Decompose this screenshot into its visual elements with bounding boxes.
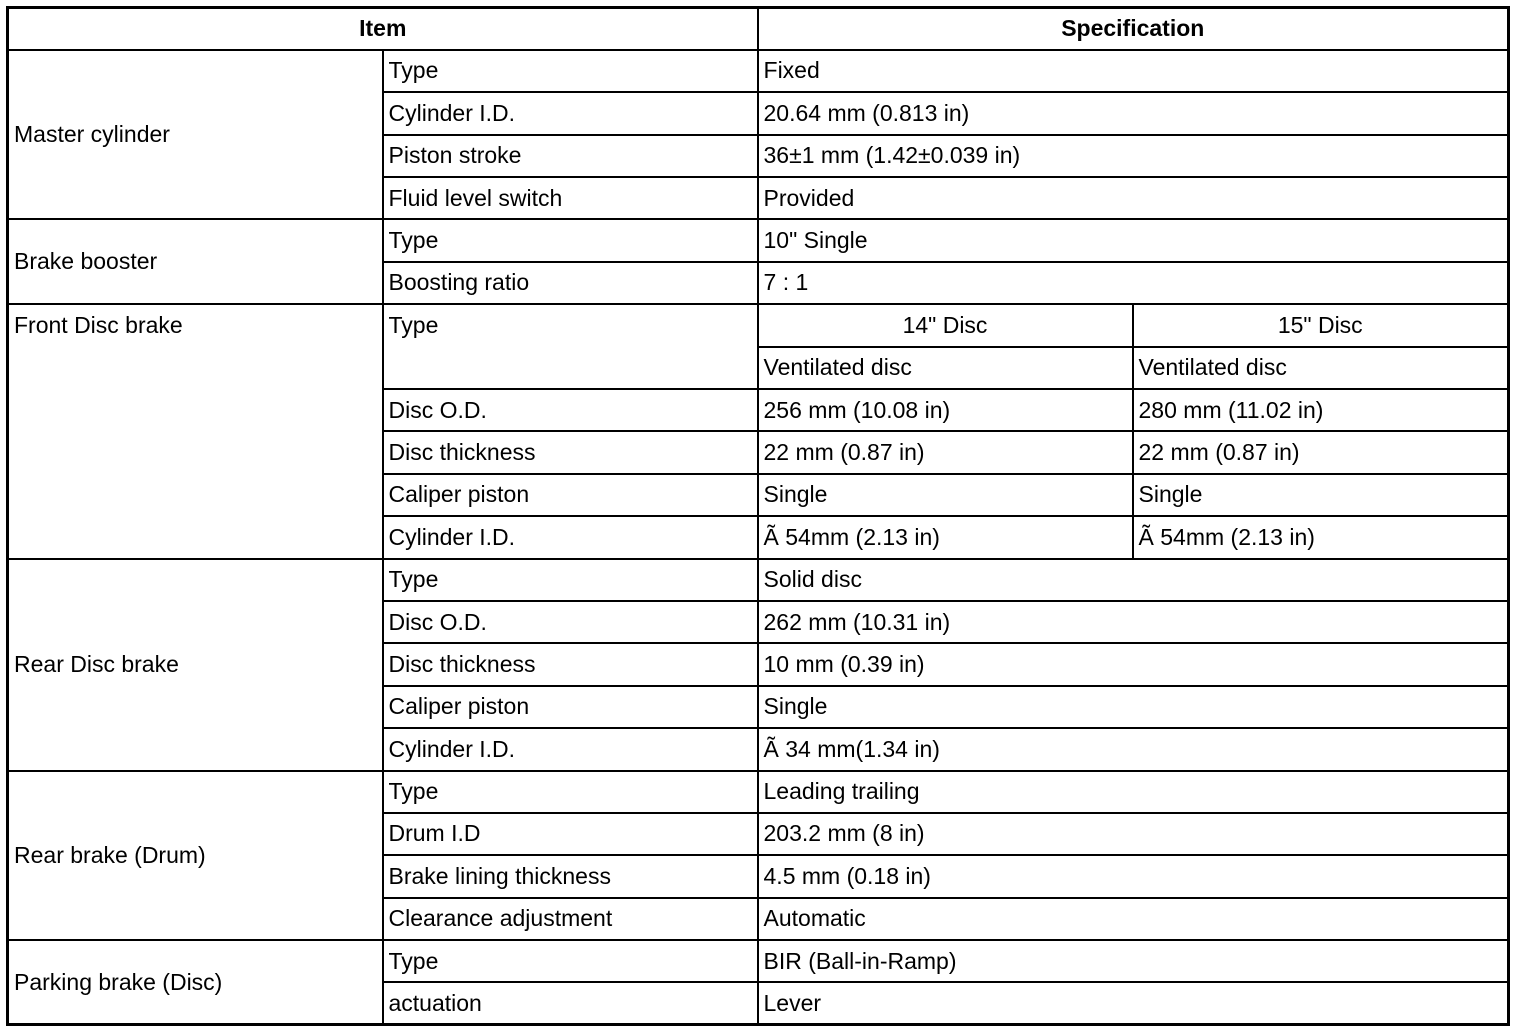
subheader-15-disc: 15" Disc — [1133, 304, 1509, 346]
item-cell: Fluid level switch — [383, 177, 758, 219]
spec-cell: Ã 34 mm(1.34 in) — [758, 728, 1509, 770]
item-cell: Piston stroke — [383, 135, 758, 177]
spec-cell: BIR (Ball-in-Ramp) — [758, 940, 1509, 982]
table-row — [8, 559, 1509, 601]
header-item: Item — [8, 8, 758, 50]
item-cell: Disc thickness — [383, 643, 758, 685]
spec-cell: Solid disc — [758, 559, 1509, 601]
spec-cell: Ã 54mm (2.13 in) — [1133, 516, 1509, 558]
group-parking-brake-disc: Parking brake (Disc) — [8, 940, 383, 1025]
spec-cell: 256 mm (10.08 in) — [758, 389, 1133, 431]
header-specification: Specification — [758, 8, 1509, 50]
group-front-disc-brake: Front Disc brake — [8, 304, 383, 558]
item-cell: Cylinder I.D. — [383, 92, 758, 134]
group-brake-booster: Brake booster — [8, 219, 383, 304]
item-cell: Clearance adjustment — [383, 898, 758, 940]
spec-cell: Single — [758, 686, 1509, 728]
spec-cell: Single — [1133, 474, 1509, 516]
table-row — [8, 940, 1509, 982]
item-cell: Caliper piston — [383, 474, 758, 516]
item-cell: Type — [383, 771, 758, 813]
spec-cell: Ã 54mm (2.13 in) — [758, 516, 1133, 558]
table-row — [8, 219, 1509, 261]
spec-cell: 36±1 mm (1.42±0.039 in) — [758, 135, 1509, 177]
spec-cell: Lever — [758, 982, 1509, 1024]
table-row — [8, 50, 1509, 92]
table-row — [8, 771, 1509, 813]
item-cell: Cylinder I.D. — [383, 516, 758, 558]
item-cell: Boosting ratio — [383, 262, 758, 304]
spec-cell: 22 mm (0.87 in) — [1133, 431, 1509, 473]
item-cell: actuation — [383, 982, 758, 1024]
group-master-cylinder: Master cylinder — [8, 50, 383, 220]
group-rear-brake-drum: Rear brake (Drum) — [8, 771, 383, 941]
spec-cell: Leading trailing — [758, 771, 1509, 813]
spec-cell: 4.5 mm (0.18 in) — [758, 855, 1509, 897]
brake-specification-table — [6, 6, 1510, 1026]
subheader-14-disc: 14" Disc — [758, 304, 1133, 346]
item-cell: Type — [383, 304, 758, 389]
item-cell: Type — [383, 559, 758, 601]
group-rear-disc-brake: Rear Disc brake — [8, 559, 383, 771]
spec-cell: 22 mm (0.87 in) — [758, 431, 1133, 473]
spec-cell: 10 mm (0.39 in) — [758, 643, 1509, 685]
item-cell: Brake lining thickness — [383, 855, 758, 897]
item-cell: Disc O.D. — [383, 389, 758, 431]
spec-cell: Fixed — [758, 50, 1509, 92]
item-cell: Cylinder I.D. — [383, 728, 758, 770]
item-cell: Caliper piston — [383, 686, 758, 728]
item-cell: Disc O.D. — [383, 601, 758, 643]
item-cell: Type — [383, 940, 758, 982]
spec-cell: 280 mm (11.02 in) — [1133, 389, 1509, 431]
spec-cell: Single — [758, 474, 1133, 516]
spec-cell: 262 mm (10.31 in) — [758, 601, 1509, 643]
spec-cell: Provided — [758, 177, 1509, 219]
item-cell: Disc thickness — [383, 431, 758, 473]
spec-cell: 7 : 1 — [758, 262, 1509, 304]
item-cell: Type — [383, 50, 758, 92]
spec-cell: 203.2 mm (8 in) — [758, 813, 1509, 855]
spec-cell: Ventilated disc — [1133, 347, 1509, 389]
item-cell: Drum I.D — [383, 813, 758, 855]
spec-cell: Automatic — [758, 898, 1509, 940]
spec-cell: 10" Single — [758, 219, 1509, 261]
table-row — [8, 304, 1509, 346]
spec-cell: Ventilated disc — [758, 347, 1133, 389]
header-row — [8, 8, 1509, 50]
item-cell: Type — [383, 219, 758, 261]
spec-cell: 20.64 mm (0.813 in) — [758, 92, 1509, 134]
